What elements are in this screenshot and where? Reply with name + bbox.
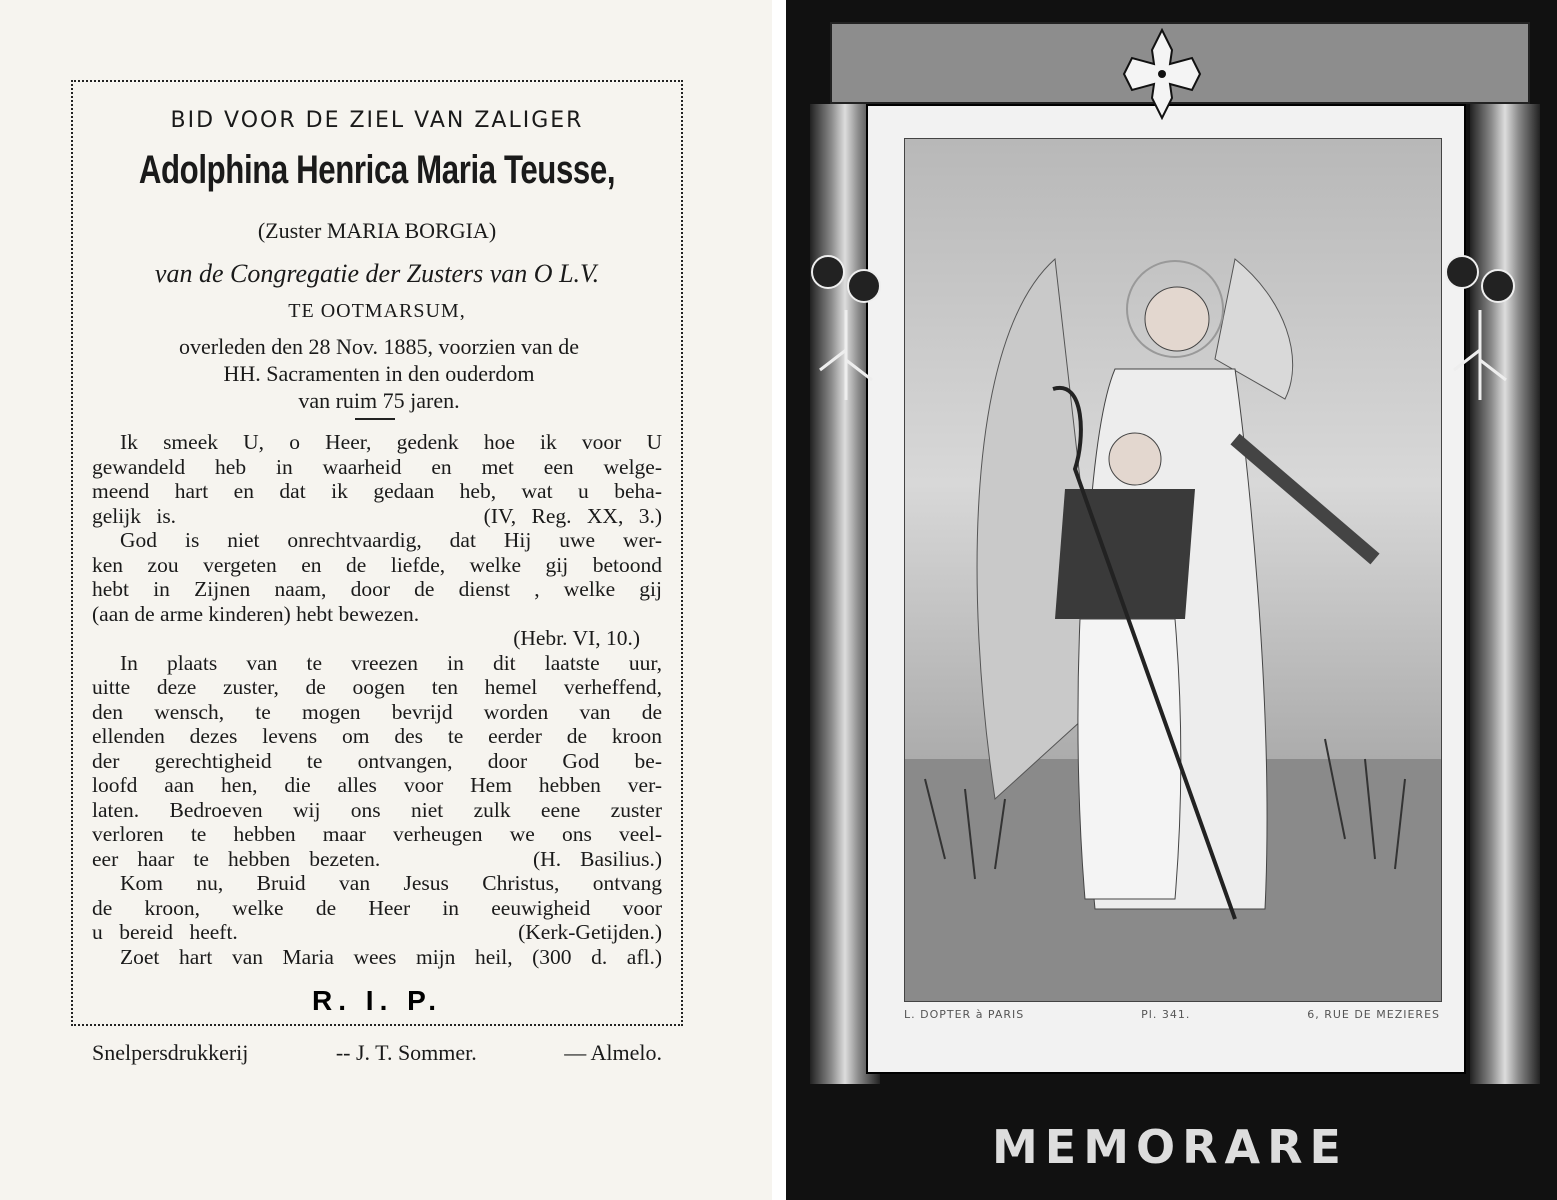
religious-name: (Zuster MARIA BORGIA) <box>257 218 497 243</box>
congregation: van de Congregatie der Zusters van O L.V. <box>154 259 600 288</box>
divider <box>355 418 395 420</box>
deceased-name: Adolphina Henrica Maria Teusse, <box>138 148 616 192</box>
flower-ornament-icon <box>1440 250 1520 410</box>
place: TE OOTMARSUM, <box>288 300 466 322</box>
guardian-angel-engraving <box>904 138 1442 1002</box>
angel-and-child-illustration <box>905 139 1441 1001</box>
rip-text: R. I. P. <box>312 985 442 1016</box>
engraver-caption: L. DOPTER à PARIS Pl. 341. 6, RUE DE MEZIERES <box>904 1008 1440 1021</box>
printer-line: Snelpersdrukkerij -- J. T. Sommer. — Almelo. <box>92 1040 662 1065</box>
death-notice: overleden den 28 Nov. 1885, voorzien van de HH. Sacramenten in den ouderdom van ruim 75 jaren. <box>179 334 579 413</box>
prayer-heading: BID VOOR DE ZIEL VAN ZALIGER <box>170 108 584 133</box>
flower-ornament-icon <box>806 250 886 410</box>
prayer-text: Ik smeek U, o Heer, gedenk hoe ik voor U gewandeld heb in waarheid en met een welge- meend hart en dat ik gedaan heb, wat u beha- gelijk is. (IV, Reg. XX, 3.) God is niet onrechtvaardig, dat Hij uwe wer- ken zou vergeten en de liefde, welke gij betoond hebt in Zijnen naam, door de dienst , welke gij (aan de arme kinderen) hebt bewezen. (Hebr. VI, 10.) In plaats van te vreezen in dit laatste uur, uitte deze zuster, de oogen ten hemel verheffend, den wensch, te mogen bevrijd worden van de ellenden dezes levens om des te eerder de kroon der gerechtigheid te ontvangen, door God be- loofd aan hen, die alles voor Hem hebben ver- laten. Bedroeven wij ons niet zulk eene zuster verloren te hebben maar verheugen we ons veel- eer haar te hebben bezeten. (H. Basilius.) Kom nu, Bruid van Jesus Christus, ontvang de kroon, welke de Heer in eeuwigheid voor u bereid heeft. (Kerk-Getijden.) Zoet hart van Maria wees mijn heil, (300 d. afl.) <box>92 430 662 969</box>
cross-icon <box>1122 28 1202 120</box>
memorare-text: MEMORARE <box>992 1120 1348 1174</box>
